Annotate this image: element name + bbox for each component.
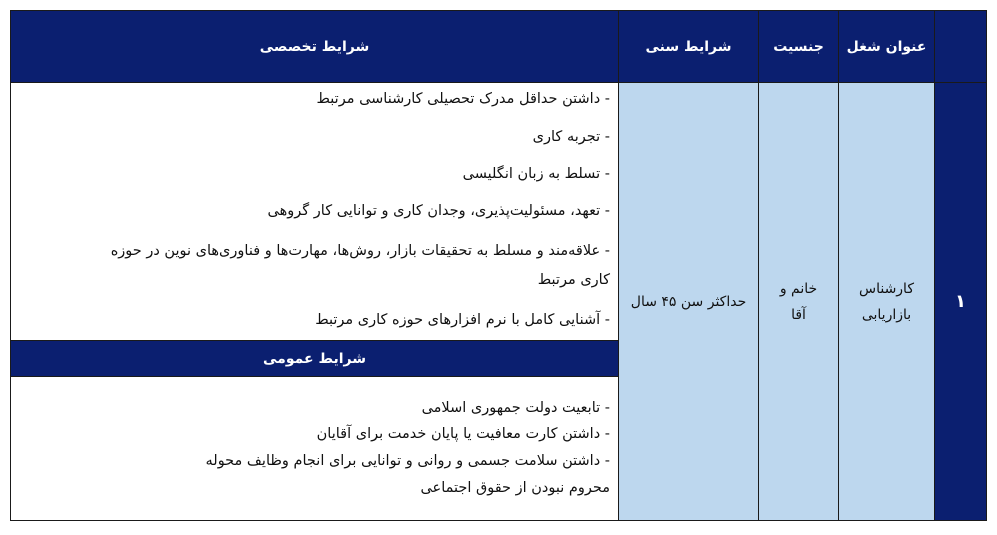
list-item: - علاقه‌مند و مسلط به تحقیقات بازار، روش‌ها، مهارت‌ها و فناوری‌های نوین در حوزه (110, 243, 610, 259)
list-item: کاری مرتبط (537, 272, 610, 288)
list-item: - داشتن سلامت جسمی و روانی و توانایی برای انجام وظایف محوله (205, 453, 610, 469)
specialty-list (12, 82, 610, 341)
header-gender: جنسیت (758, 10, 839, 83)
age-text: حداکثر سن ۴۵ سال (630, 293, 747, 310)
list-item: - تسلط به زبان انگلیسی (462, 166, 610, 182)
header-job-title: عنوان شغل (838, 10, 935, 83)
list-item: - آشنایی کامل با نرم افزارهای حوزه کاری مرتبط (315, 312, 610, 328)
list-item: - تابعیت دولت جمهوری اسلامی (421, 400, 610, 416)
header-number (934, 10, 987, 83)
list-item: محروم نبودن از حقوق اجتماعی (420, 480, 610, 496)
list-item: - تجربه کاری (532, 129, 610, 145)
gender (758, 82, 839, 521)
list-item: - تعهد، مسئولیت‌پذیری، وجدان کاری و توانایی کار گروهی (267, 203, 610, 219)
list-item: - داشتن کارت معافیت یا پایان خدمت برای آقایان (316, 426, 610, 442)
header-age: شرایط سنی (618, 10, 759, 83)
header-specialty: شرایط تخصصی (10, 10, 619, 83)
job-title (838, 82, 935, 521)
list-item: - داشتن حداقل مدرک تحصیلی کارشناسی مرتبط (316, 91, 610, 107)
age (618, 82, 759, 521)
general-list (12, 376, 610, 521)
job-title-text: کارشناس بازاریابی (858, 280, 914, 323)
general-header: شرایط عمومی (10, 340, 619, 377)
row-number: ۱ (934, 82, 987, 521)
gender-text: خانم و آقا (779, 280, 818, 323)
